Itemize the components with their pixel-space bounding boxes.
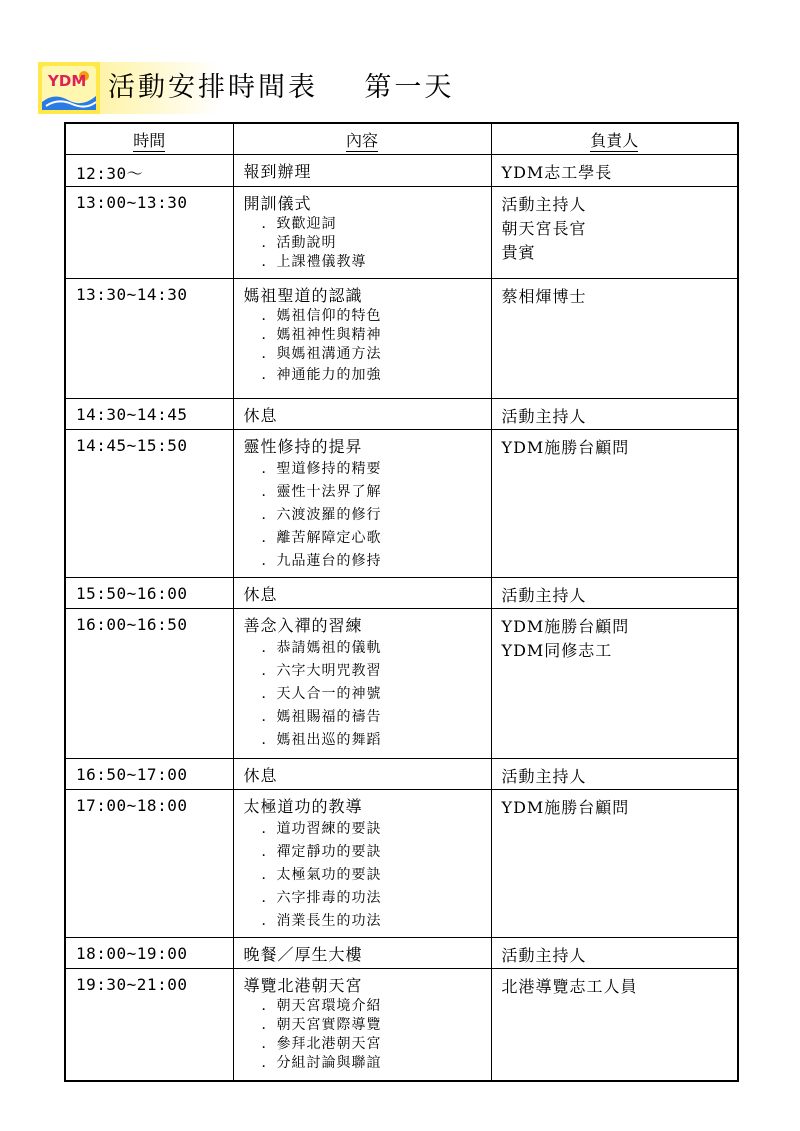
owner-name: YDM施勝台顧問 bbox=[501, 798, 630, 817]
topic-title: 晚餐／厚生大樓 bbox=[243, 945, 363, 964]
topic-item: ．上課禮儀教導 bbox=[261, 254, 367, 270]
content-cell bbox=[233, 187, 491, 279]
topic-title: 靈性修持的提昇 bbox=[243, 437, 363, 456]
owner-name: 活動主持人 bbox=[501, 195, 587, 214]
table-row bbox=[65, 399, 738, 430]
owner-cell bbox=[491, 399, 738, 430]
topic-item: ．恭請媽祖的儀軌 bbox=[261, 640, 382, 656]
topic-title: 善念入禪的習練 bbox=[243, 616, 363, 635]
table-row bbox=[65, 279, 738, 399]
table-row bbox=[65, 609, 738, 759]
content-cell bbox=[233, 938, 491, 969]
table-row bbox=[65, 430, 738, 578]
content-cell bbox=[233, 155, 491, 187]
topic-item: ．分組討論與聯誼 bbox=[261, 1055, 382, 1071]
owner-cell bbox=[491, 609, 738, 759]
topic-item: ．朝天宮環境介紹 bbox=[261, 998, 382, 1014]
header-owner: 負責人 bbox=[491, 123, 738, 155]
content-cell bbox=[233, 430, 491, 578]
topic-item: ．六字排毒的功法 bbox=[261, 890, 382, 906]
topic-title: 休息 bbox=[243, 585, 278, 604]
header-time: 時間 bbox=[65, 123, 233, 155]
owner-cell bbox=[491, 430, 738, 578]
time-cell: 16:50~17:00 bbox=[65, 759, 233, 790]
owner-name: YDM施勝台顧問 bbox=[501, 438, 630, 457]
content-cell bbox=[233, 790, 491, 938]
time-cell: 18:00~19:00 bbox=[65, 938, 233, 969]
time-cell: 16:00~16:50 bbox=[65, 609, 233, 759]
table-header bbox=[65, 123, 738, 155]
owner-name: 朝天宮長官 bbox=[501, 219, 587, 238]
title-day: 第一天 bbox=[364, 72, 455, 103]
content-cell bbox=[233, 969, 491, 1082]
topic-item: ．禪定靜功的要訣 bbox=[261, 844, 382, 860]
content-cell bbox=[233, 609, 491, 759]
topic-item: ．消業長生的功法 bbox=[261, 913, 382, 929]
time-cell: 19:30~21:00 bbox=[65, 969, 233, 1082]
topic-title: 導覽北港朝天宮 bbox=[243, 976, 363, 995]
owner-cell bbox=[491, 155, 738, 187]
topic-title: 休息 bbox=[243, 406, 278, 425]
title-main: 活動安排時間表 bbox=[108, 72, 318, 103]
topic-title: 太極道功的教導 bbox=[243, 797, 363, 816]
owner-name: 貴賓 bbox=[501, 243, 536, 262]
topic-title: 報到辦理 bbox=[243, 162, 312, 181]
topic-item: ．神通能力的加強 bbox=[261, 367, 382, 383]
table-row bbox=[65, 187, 738, 279]
owner-cell bbox=[491, 187, 738, 279]
table-row bbox=[65, 578, 738, 609]
topic-item: ．與媽祖溝通方法 bbox=[261, 346, 382, 362]
owner-cell bbox=[491, 938, 738, 969]
topic-item: ．六渡波羅的修行 bbox=[261, 507, 382, 523]
table-row bbox=[65, 759, 738, 790]
topic-item: ．九品蓮台的修持 bbox=[261, 553, 382, 569]
owner-cell bbox=[491, 279, 738, 399]
page-title bbox=[108, 66, 454, 110]
topic-item: ．太極氣功的要訣 bbox=[261, 867, 382, 883]
topic-item: ．致歡迎詞 bbox=[261, 216, 337, 232]
topic-item: ．道功習練的要訣 bbox=[261, 821, 382, 837]
owner-name: 活動主持人 bbox=[501, 407, 587, 426]
content-cell bbox=[233, 279, 491, 399]
time-cell: 13:00~13:30 bbox=[65, 187, 233, 279]
owner-name: YDM同修志工 bbox=[501, 641, 613, 660]
table-row bbox=[65, 790, 738, 938]
topic-item: ．朝天宮實際導覽 bbox=[261, 1017, 382, 1033]
time-cell: 12:30～ bbox=[65, 155, 233, 187]
owner-cell bbox=[491, 790, 738, 938]
topic-item: ．離苦解障定心歌 bbox=[261, 530, 382, 546]
logo-text: YDM bbox=[48, 72, 87, 90]
topic-item: ．媽祖神性與精神 bbox=[261, 327, 382, 343]
topic-title: 休息 bbox=[243, 766, 278, 785]
topic-title: 媽祖聖道的認識 bbox=[243, 286, 363, 305]
owner-cell bbox=[491, 759, 738, 790]
content-cell bbox=[233, 578, 491, 609]
owner-name: YDM志工學長 bbox=[501, 163, 613, 182]
topic-item: ．靈性十法界了解 bbox=[261, 484, 382, 500]
ydm-logo bbox=[38, 62, 100, 114]
owner-name: 活動主持人 bbox=[501, 586, 587, 605]
owner-name: 活動主持人 bbox=[501, 946, 587, 965]
owner-name: YDM施勝台顧問 bbox=[501, 617, 630, 636]
time-cell: 15:50~16:00 bbox=[65, 578, 233, 609]
owner-name: 蔡相煇博士 bbox=[501, 287, 587, 306]
content-cell bbox=[233, 399, 491, 430]
time-cell: 13:30~14:30 bbox=[65, 279, 233, 399]
owner-cell bbox=[491, 578, 738, 609]
topic-item: ．媽祖賜福的禱告 bbox=[261, 709, 382, 725]
topic-item: ．聖道修持的精要 bbox=[261, 461, 382, 477]
schedule-table bbox=[64, 122, 739, 1082]
content-cell bbox=[233, 759, 491, 790]
header-content: 內容 bbox=[233, 123, 491, 155]
owner-cell bbox=[491, 969, 738, 1082]
topic-item: ．媽祖信仰的特色 bbox=[261, 308, 382, 324]
table-row bbox=[65, 155, 738, 187]
topic-item: ．活動說明 bbox=[261, 235, 337, 251]
owner-name: 北港導覽志工人員 bbox=[501, 977, 638, 996]
topic-item: ．媽祖出巡的舞蹈 bbox=[261, 732, 382, 748]
topic-item: ．六字大明咒教習 bbox=[261, 663, 382, 679]
topic-item: ．天人合一的神號 bbox=[261, 686, 382, 702]
time-cell: 14:45~15:50 bbox=[65, 430, 233, 578]
time-cell: 14:30~14:45 bbox=[65, 399, 233, 430]
topic-title: 開訓儀式 bbox=[243, 194, 312, 213]
table-row bbox=[65, 938, 738, 969]
topic-item: ．參拜北港朝天宮 bbox=[261, 1036, 382, 1052]
table-row bbox=[65, 969, 738, 1082]
owner-name: 活動主持人 bbox=[501, 767, 587, 786]
time-cell: 17:00~18:00 bbox=[65, 790, 233, 938]
